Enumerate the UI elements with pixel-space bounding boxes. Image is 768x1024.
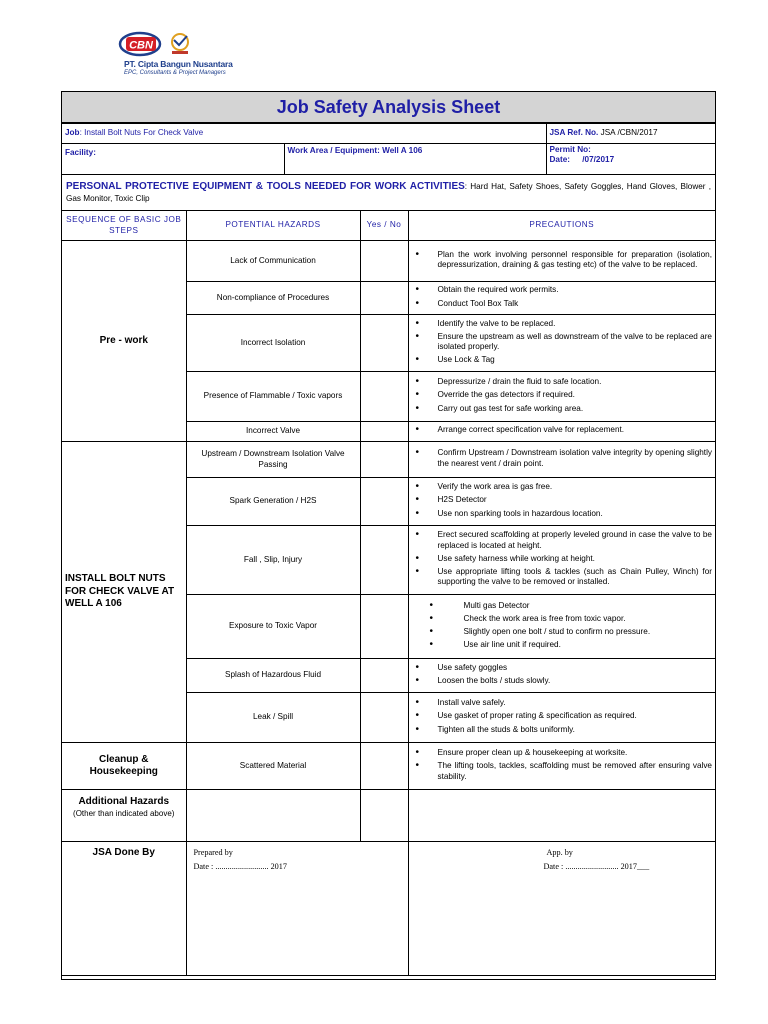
- yes-no-cell: [360, 372, 408, 422]
- precaution-item: • Ensure the upstream as well as downstream of the valve to be replaced are isolated properly.: [412, 332, 713, 353]
- precautions-cell: [408, 442, 715, 478]
- precaution-list: [412, 425, 713, 435]
- logo-brand: CBN: [129, 39, 153, 52]
- precautions-cell: [408, 478, 715, 526]
- precaution-list: [412, 285, 713, 309]
- yes-no-cell: [360, 743, 408, 790]
- job-step-cleanup: Cleanup & Housekeeping: [62, 743, 186, 790]
- job-step-prework: Pre - work: [62, 241, 186, 442]
- yes-no-cell: [360, 693, 408, 743]
- table-row: [62, 743, 715, 790]
- precaution-item: • Install valve safely.: [412, 698, 713, 708]
- precaution-item: • Use safety harness while working at height.: [412, 554, 713, 564]
- column-header-row: [62, 211, 715, 241]
- precaution-item: • Multi gas Detector: [412, 601, 713, 611]
- precaution-item: • Override the gas detectors if required.: [412, 390, 713, 400]
- facility-cell: [62, 144, 284, 175]
- permit-label: Permit No:: [549, 145, 591, 154]
- additional-yesno-entry: [360, 790, 408, 842]
- signoff-row: [62, 842, 715, 976]
- yes-no-cell: [360, 282, 408, 315]
- col-yesno: Yes / No: [360, 211, 408, 241]
- precaution-list: [412, 250, 713, 271]
- job-step-install: INSTALL BOLT NUTS FOR CHECK VALVE AT WELL A 106: [62, 442, 186, 743]
- precautions-cell: [408, 422, 715, 442]
- precautions-cell: [408, 743, 715, 790]
- work-area-cell: [284, 144, 546, 175]
- date-label: Date:: [549, 155, 570, 165]
- precaution-item: • Verify the work area is gas free.: [412, 482, 713, 492]
- precaution-item: • H2S Detector: [412, 495, 713, 505]
- precautions-cell: [408, 595, 715, 659]
- yes-no-cell: [360, 595, 408, 659]
- precaution-item: • Depressurize / drain the fluid to safe location.: [412, 377, 713, 387]
- prepared-by-cell: [186, 842, 408, 976]
- precaution-list: [412, 319, 713, 366]
- precautions-cell: [408, 526, 715, 595]
- additional-precaution-entry: [408, 790, 715, 842]
- hazard-rows: [62, 241, 715, 790]
- precaution-list: [412, 698, 713, 735]
- yes-no-cell: [360, 241, 408, 282]
- precaution-list: [412, 663, 713, 687]
- yes-no-cell: [360, 478, 408, 526]
- table-row: [62, 241, 715, 282]
- col-hazards: POTENTIAL HAZARDS: [186, 211, 360, 241]
- precautions-cell: [408, 282, 715, 315]
- yes-no-cell: [360, 422, 408, 442]
- precautions-cell: [408, 372, 715, 422]
- precaution-item: • Use air line unit if required.: [412, 640, 713, 650]
- hazard-cell: Scattered Material: [186, 743, 360, 790]
- work-area-label: Work Area / Equipment: Well A 106: [287, 146, 423, 155]
- precaution-item: • Check the work area is free from toxic vapor.: [412, 614, 713, 624]
- precautions-cell: [408, 241, 715, 282]
- hazard-cell: Fall , Slip, Injury: [186, 526, 360, 595]
- precaution-item: • Erect secured scaffolding at properly leveled ground in case the valve to be replaced is located at height.: [412, 530, 713, 551]
- precaution-item: • Slightly open one bolt / stud to confirm no pressure.: [412, 627, 713, 637]
- hazard-cell: Leak / Spill: [186, 693, 360, 743]
- job-row: [62, 124, 715, 144]
- jsa-done-by-label: JSA Done By: [62, 842, 186, 976]
- approved-by-cell: [408, 842, 715, 976]
- hazard-cell: Upstream / Downstream Isolation Valve Passing: [186, 442, 360, 478]
- hazard-cell: Presence of Flammable / Toxic vapors: [186, 372, 360, 422]
- precautions-cell: [408, 693, 715, 743]
- ppe-items: : Hard Hat, Safety Shoes, Safety Goggles, Hand Gloves, Blower , Gas Monitor, Toxic Clip: [66, 182, 711, 203]
- additional-hazards-label: Additional Hazards: [78, 796, 170, 807]
- company-name: PT. Cipta Bangun Nusantara: [124, 59, 233, 69]
- precaution-list: [412, 601, 713, 651]
- ppe-cell: [62, 175, 715, 211]
- hazard-cell: Exposure to Toxic Vapor: [186, 595, 360, 659]
- precautions-cell: [408, 659, 715, 693]
- additional-hazards-sub: (Other than indicated above): [73, 808, 175, 818]
- additional-hazards-cell: [62, 790, 186, 842]
- jsa-table: [62, 123, 715, 976]
- precaution-item: • Obtain the required work permits.: [412, 285, 713, 295]
- precaution-item: • Use gasket of proper rating & specification as required.: [412, 711, 713, 721]
- jsa-ref-cell: [546, 124, 715, 144]
- precaution-item: • Arrange correct specification valve for replacement.: [412, 425, 713, 435]
- date-value: /07/2017: [582, 155, 615, 165]
- col-precautions: PRECAUTIONS: [408, 211, 715, 241]
- precaution-item: • Identify the valve to be replaced.: [412, 319, 713, 329]
- hazard-cell: Spark Generation / H2S: [186, 478, 360, 526]
- precaution-list: [412, 448, 713, 469]
- hazard-cell: Lack of Communication: [186, 241, 360, 282]
- facility-label: Facility:: [65, 148, 96, 157]
- job-label: Job: [65, 128, 80, 138]
- precaution-item: • Tighten all the studs & bolts uniformly.: [412, 725, 713, 735]
- additional-hazards-row: [62, 790, 715, 842]
- yes-no-cell: [360, 442, 408, 478]
- precaution-item: • Plan the work involving personnel responsible for preparation (isolation, depressurization, draining & gas testing etc) of the valve to be replaced.: [412, 250, 713, 271]
- page-title: Job Safety Analysis Sheet: [62, 92, 715, 123]
- additional-hazard-entry: [186, 790, 360, 842]
- table-row: [62, 442, 715, 478]
- precaution-item: • Use safety goggles: [412, 663, 713, 673]
- prepared-by-label: Prepared by: [193, 848, 233, 857]
- approved-by-label: App. by: [546, 848, 573, 857]
- ppe-label: PERSONAL PROTECTIVE EQUIPMENT & TOOLS NEEDED FOR WORK ACTIVITIES: [66, 181, 465, 193]
- precaution-item: • The lifting tools, tackles, scaffolding must be removed after ensuring valve stability.: [412, 761, 713, 782]
- precaution-list: [412, 482, 713, 519]
- precaution-item: • Conduct Tool Box Talk: [412, 299, 713, 309]
- precaution-item: • Use Lock & Tag: [412, 355, 713, 365]
- precaution-item: • Use non sparking tools in hazardous location.: [412, 509, 713, 519]
- yes-no-cell: [360, 659, 408, 693]
- precaution-list: [412, 377, 713, 414]
- jsa-ref-label: JSA Ref. No.: [549, 128, 599, 138]
- col-sequence: SEQUENCE OF BASIC JOB STEPS: [62, 211, 186, 241]
- job-cell: [62, 124, 546, 144]
- precaution-item: • Loosen the bolts / studs slowly.: [412, 676, 713, 686]
- cbn-logo-icon: [118, 30, 228, 60]
- job-value: : Install Bolt Nuts For Check Valve: [79, 128, 204, 138]
- ppe-row: [62, 175, 715, 211]
- jsa-sheet: [61, 91, 716, 980]
- yes-no-cell: [360, 526, 408, 595]
- prepared-date: Date : .......................... 2017: [193, 862, 287, 871]
- precaution-item: • Ensure proper clean up & housekeeping at worksite.: [412, 748, 713, 758]
- precaution-list: [412, 530, 713, 587]
- yes-no-cell: [360, 315, 408, 372]
- precaution-item: • Use appropriate lifting tools & tackles (such as Chain Pulley, Winch) for supporting the valve to be removed or installed.: [412, 567, 713, 588]
- precaution-item: • Confirm Upstream / Downstream isolation valve integrity by opening slightly the nearest vent / drain point.: [412, 448, 713, 469]
- facility-row: [62, 144, 715, 175]
- permit-cell: [546, 144, 715, 175]
- hazard-cell: Splash of Hazardous Fluid: [186, 659, 360, 693]
- precaution-item: • Carry out gas test for safe working area.: [412, 404, 713, 414]
- approved-date: Date : .......................... 2017___: [543, 862, 650, 871]
- hazard-cell: Incorrect Valve: [186, 422, 360, 442]
- company-logo: [118, 30, 248, 82]
- hazard-cell: Incorrect Isolation: [186, 315, 360, 372]
- precaution-list: [412, 748, 713, 782]
- hazard-cell: Non-compliance of Procedures: [186, 282, 360, 315]
- precautions-cell: [408, 315, 715, 372]
- jsa-ref-value: JSA /CBN/2017: [598, 128, 658, 138]
- company-tagline: EPC, Consultants & Project Managers: [124, 70, 226, 76]
